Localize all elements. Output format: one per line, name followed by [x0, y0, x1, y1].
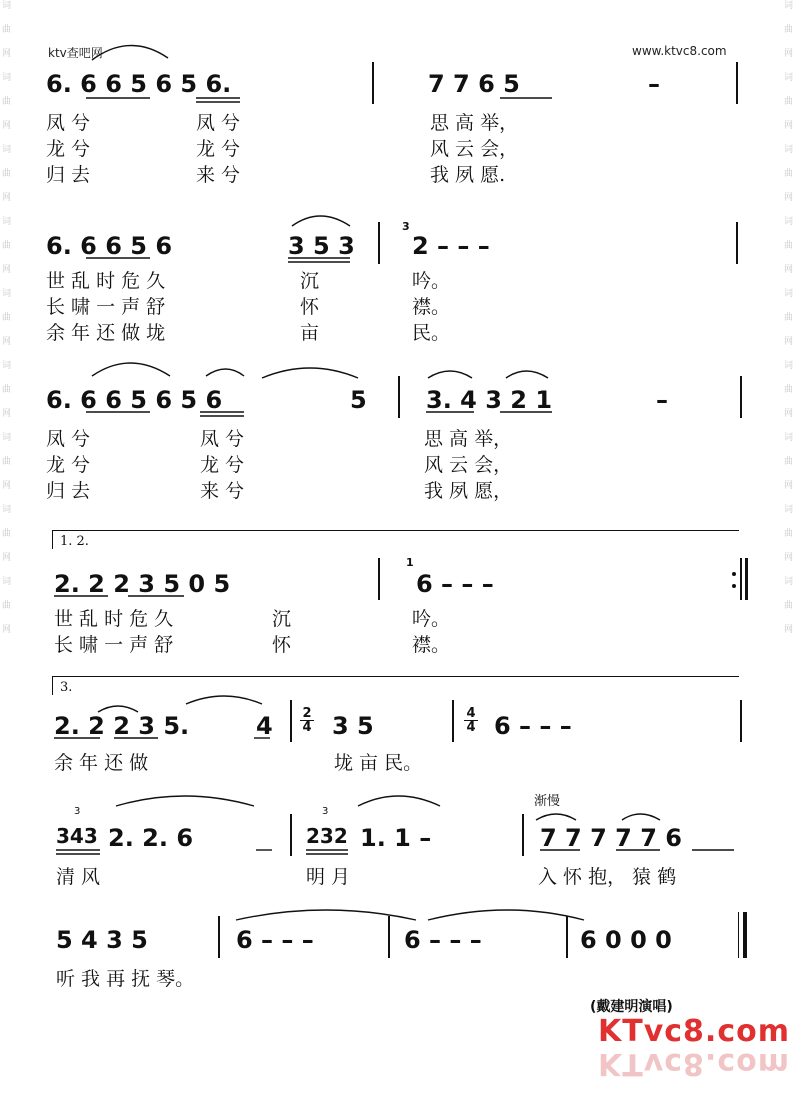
- slur: [428, 910, 584, 920]
- slur: [116, 796, 254, 806]
- lyric: 来 兮: [200, 480, 245, 502]
- notes-r3-b: 5: [350, 386, 367, 414]
- lyric: 凤 兮: [46, 428, 91, 450]
- notes-r3-c: 3. 4 3 2 1: [426, 386, 553, 414]
- lyric: 龙 兮: [46, 138, 91, 160]
- lyric: 长 啸 一 声 舒: [46, 296, 166, 318]
- slur: [506, 371, 548, 378]
- slur: [358, 796, 440, 806]
- lyric: 清 风: [56, 866, 101, 888]
- notes-r5-a: 2. 2 2 3 5.: [54, 712, 190, 740]
- watermark-glyph: 曲: [2, 529, 12, 539]
- barline: [736, 222, 738, 264]
- time-signature-4-4: 4 4: [464, 707, 478, 734]
- barline: [740, 376, 742, 418]
- watermark-glyph: 曲: [2, 313, 12, 323]
- lyric: 亩: [300, 322, 320, 344]
- watermark-glyph: 曲: [784, 25, 794, 35]
- watermark-right: [784, 0, 798, 648]
- barline: [290, 700, 292, 742]
- lyric: 怀: [272, 634, 292, 656]
- watermark-glyph: 网: [784, 49, 794, 59]
- notes-r4-a: 2. 2 2 3 5 0 5: [54, 570, 231, 598]
- watermark-glyph: 曲: [2, 457, 12, 467]
- slur: [262, 368, 358, 378]
- lyric: 听 我 再 抚 琴。: [56, 968, 195, 990]
- notes-r2-a: 6. 6 6 5 6: [46, 232, 173, 260]
- barline: [290, 814, 292, 856]
- performer-credit: (戴建明演唱): [590, 999, 673, 1015]
- watermark-glyph: 词: [2, 217, 12, 227]
- notes-r2-c: 2 – – –: [412, 232, 490, 260]
- lyric: 凤 兮: [46, 112, 91, 134]
- header-right-site[interactable]: www.ktvc8.com: [632, 44, 727, 58]
- lyric: 垅 亩 民。: [334, 752, 423, 774]
- watermark-glyph: 曲: [784, 241, 794, 251]
- watermark-glyph: 曲: [784, 169, 794, 179]
- notes-r6-e: 7 7 7 7 7 6: [540, 824, 682, 852]
- watermark-glyph: 网: [784, 481, 794, 491]
- watermark-glyph: 网: [2, 265, 12, 275]
- volta-label: 1. 2.: [60, 534, 89, 549]
- slur: [428, 371, 472, 378]
- watermark-glyph: 网: [784, 625, 794, 635]
- lyric: 怀: [300, 296, 320, 318]
- watermark-glyph: 曲: [784, 601, 794, 611]
- lyric: 思 高 举，: [424, 428, 513, 450]
- watermark-glyph: 网: [784, 553, 794, 563]
- watermark-glyph: 词: [784, 289, 794, 299]
- watermark-glyph: 网: [2, 625, 12, 635]
- watermark-glyph: 词: [2, 145, 12, 155]
- lyric: 思 高 举，: [430, 112, 519, 134]
- lyric: 归 去: [46, 164, 91, 186]
- repeat-end-barline: [745, 558, 748, 600]
- slur: [92, 363, 170, 376]
- lyric: 我 夙 愿，: [424, 480, 513, 502]
- lyric: 龙 兮: [196, 138, 241, 160]
- lyric: 凤 兮: [200, 428, 245, 450]
- barline: [388, 916, 390, 958]
- barline: [740, 700, 742, 742]
- lyric: 世 乱 时 危 久: [54, 608, 174, 630]
- notes-r7-a: 5 4 3 5: [56, 926, 148, 954]
- watermark-glyph: 网: [784, 409, 794, 419]
- watermark-glyph: 网: [784, 121, 794, 131]
- watermark-glyph: 网: [2, 121, 12, 131]
- volta-bracket: [52, 530, 739, 549]
- lyric: 凤 兮: [196, 112, 241, 134]
- triplet-mark: 3: [74, 806, 81, 817]
- watermark-glyph: 网: [2, 553, 12, 563]
- tempo-marking: 渐慢: [534, 794, 561, 809]
- watermark-glyph: 曲: [2, 169, 12, 179]
- watermark-glyph: 曲: [784, 529, 794, 539]
- lyric: 龙 兮: [200, 454, 245, 476]
- watermark-glyph: 词: [2, 289, 12, 299]
- slur: [622, 814, 660, 820]
- watermark-glyph: 网: [2, 409, 12, 419]
- lyric: 归 去: [46, 480, 91, 502]
- watermark-glyph: 词: [2, 1, 12, 11]
- lyric: 长 啸 一 声 舒: [54, 634, 174, 656]
- watermark-glyph: 曲: [784, 313, 794, 323]
- slur: [186, 696, 262, 704]
- lyric: 襟。: [412, 634, 451, 656]
- barline: [740, 558, 742, 600]
- final-barline-thin: [738, 912, 739, 958]
- barline: [566, 916, 568, 958]
- notes-r6-d: 1. 1 –: [360, 824, 432, 852]
- lyric: 我 夙 愿.: [430, 164, 506, 186]
- lyric: 沉: [272, 608, 292, 630]
- watermark-glyph: 词: [784, 505, 794, 515]
- barline: [372, 62, 374, 104]
- watermark-glyph: 词: [2, 73, 12, 83]
- lyric: 龙 兮: [46, 454, 91, 476]
- watermark-glyph: 曲: [2, 601, 12, 611]
- lyric: 来 兮: [196, 164, 241, 186]
- watermark-glyph: 词: [2, 433, 12, 443]
- watermark-glyph: 曲: [2, 97, 12, 107]
- watermark-glyph: 词: [784, 145, 794, 155]
- grace-note: 3: [402, 220, 410, 233]
- slur: [92, 45, 168, 60]
- watermark-glyph: 网: [2, 337, 12, 347]
- triplet-mark: 3: [322, 806, 329, 817]
- watermark-glyph: 词: [784, 1, 794, 11]
- volta-label: 3.: [60, 680, 73, 695]
- watermark-glyph: 词: [784, 577, 794, 587]
- lyric: 吟。: [412, 608, 451, 630]
- watermark-glyph: 词: [784, 433, 794, 443]
- notes-r3-d: –: [656, 386, 668, 414]
- watermark-glyph: 曲: [784, 457, 794, 467]
- notes-r4-b: 6 – – –: [416, 570, 494, 598]
- watermark-left: [2, 0, 16, 648]
- lyric: 入 怀 抱， 猿 鹤: [538, 866, 677, 888]
- lyric: 民。: [412, 322, 451, 344]
- watermark-glyph: 曲: [2, 25, 12, 35]
- final-barline-thick: [743, 912, 747, 958]
- notes-r1-c: –: [648, 70, 660, 98]
- lyric: 明 月: [306, 866, 351, 888]
- lyric: 吟。: [412, 270, 451, 292]
- notes-r5-d: 6 – – –: [494, 712, 572, 740]
- repeat-dot: [732, 572, 736, 576]
- watermark-glyph: 曲: [784, 97, 794, 107]
- watermark-glyph: 曲: [2, 241, 12, 251]
- watermark-glyph: 词: [784, 217, 794, 227]
- notes-r1-b: 7 7 6 5: [428, 70, 520, 98]
- notes-r1-a: 6. 6 6 5 6 5 6.: [46, 70, 232, 98]
- watermark-glyph: 词: [2, 361, 12, 371]
- lyric: 余 年 还 做 垅: [46, 322, 166, 344]
- barline: [452, 700, 454, 742]
- slur: [292, 216, 350, 226]
- slur: [206, 369, 244, 376]
- lyric: 世 乱 时 危 久: [46, 270, 166, 292]
- barline: [378, 222, 380, 264]
- repeat-dot: [732, 584, 736, 588]
- lyric: 余 年 还 做: [54, 752, 149, 774]
- watermark-glyph: 网: [784, 265, 794, 275]
- notes-r6-a: 343: [56, 824, 98, 848]
- barline: [378, 558, 380, 600]
- ktvc8-logo[interactable]: KTvc8.com: [598, 1014, 790, 1049]
- watermark-glyph: 网: [2, 49, 12, 59]
- lyric: 沉: [300, 270, 320, 292]
- watermark-glyph: 曲: [784, 385, 794, 395]
- watermark-glyph: 曲: [2, 385, 12, 395]
- barline: [736, 62, 738, 104]
- slur: [536, 814, 576, 820]
- notes-r5-c: 3 5: [332, 712, 374, 740]
- notes-r3-a: 6. 6 6 5 6 5 6: [46, 386, 223, 414]
- watermark-glyph: 网: [784, 193, 794, 203]
- notes-r6-b: 2. 2. 6: [108, 824, 194, 852]
- notes-r7-d: 6 0 0 0: [580, 926, 672, 954]
- header-left-site[interactable]: ktv查吧网: [48, 46, 103, 60]
- barline: [218, 916, 220, 958]
- watermark-glyph: 网: [784, 337, 794, 347]
- watermark-glyph: 词: [784, 73, 794, 83]
- notes-r7-c: 6 – – –: [404, 926, 482, 954]
- volta-bracket: [52, 676, 739, 695]
- lyric: 风 云 会，: [430, 138, 519, 160]
- notes-r5-b: 4: [256, 712, 273, 740]
- barline: [522, 814, 524, 856]
- watermark-glyph: 词: [2, 577, 12, 587]
- barline: [398, 376, 400, 418]
- watermark-glyph: 网: [2, 481, 12, 491]
- watermark-glyph: 词: [2, 505, 12, 515]
- watermark-glyph: 网: [2, 193, 12, 203]
- lyric: 风 云 会，: [424, 454, 513, 476]
- grace-note: 1: [406, 556, 414, 569]
- notes-r7-b: 6 – – –: [236, 926, 314, 954]
- notes-r6-c: 232: [306, 824, 348, 848]
- time-signature-2-4: 2 4: [300, 707, 314, 734]
- watermark-glyph: 词: [784, 361, 794, 371]
- lyric: 襟。: [412, 296, 451, 318]
- ktvc8-logo-reflection: KTvc8.com: [598, 1046, 790, 1081]
- notes-r2-b: 3 5 3: [288, 232, 355, 260]
